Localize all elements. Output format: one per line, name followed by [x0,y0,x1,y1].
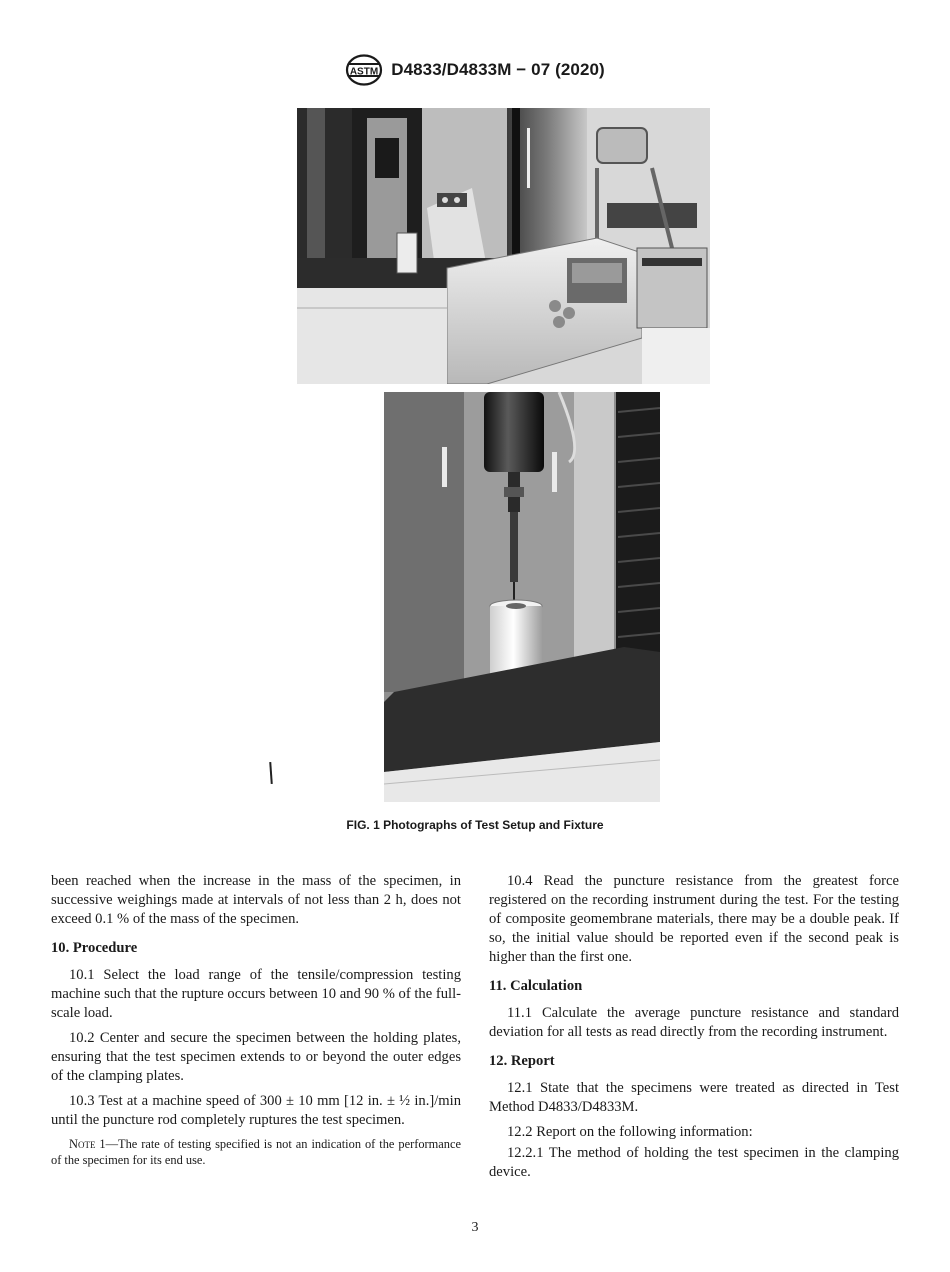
paragraph-10-2: 10.2 Center and secure the specimen between the holding plates, ensuring that the test specimen extends to or beyond the outer edges of the clamping plates. [51,1030,461,1084]
figure-caption: FIG. 1 Photographs of Test Setup and Fixture [346,818,604,832]
paragraph-11-1: 11.1 Calculate the average puncture resistance and standard deviation for all tests as read directly from the recording instrument. [489,1005,899,1040]
right-column [489,872,899,1188]
paragraph-10-3: 10.3 Test at a machine speed of 300 ± 10 mm [12 in. ± ½ in.]/min until the puncture rod completely ruptures the test specimen. [51,1093,461,1128]
section-11-heading: 11. Calculation [489,978,583,994]
note-1 [51,1136,461,1168]
note-label: Note 1 [69,1137,106,1151]
puncture-fixture-photo [384,392,660,802]
section-12-heading: 12. Report [489,1053,555,1069]
document-designation: D4833/D4833M − 07 (2020) [391,60,605,79]
paragraph-12-2-1: 12.2.1 The method of holding the test specimen in the clamping device. [489,1145,899,1180]
astm-logo-icon [345,54,383,86]
paragraph-12-2: 12.2 Report on the following information: [507,1124,753,1140]
section-10-heading: 10. Procedure [51,940,138,956]
note-text: —The rate of testing specified is not an indication of the performance of the specimen for its end use. [51,1137,461,1167]
page-number: 3 [471,1220,479,1235]
paragraph-12-1: 12.1 State that the specimens were treated as directed in Test Method D4833/D4833M. [489,1080,899,1115]
continued-paragraph: been reached when the increase in the mass of the specimen, in successive weighings made at intervals of not less than 2 h, does not exceed 0.1 % of the mass of the specimen. [51,873,461,927]
logo-text: ASTM [350,66,379,78]
page-header [0,52,950,88]
test-setup-photo [297,108,710,384]
paragraph-10-4: 10.4 Read the puncture resistance from the greatest force registered on the recording instrument during the test. For the testing of composite geomembrane materials, there may be a double peak. If so, the initial value should be reported even if the second peak is higher than the first one. [489,873,899,965]
left-column [51,872,461,1174]
paragraph-10-1: 10.1 Select the load range of the tensile/compression testing machine such that the rupture occurs between 10 and 90 % of the full-scale load. [51,967,461,1021]
scan-mark [269,762,273,784]
